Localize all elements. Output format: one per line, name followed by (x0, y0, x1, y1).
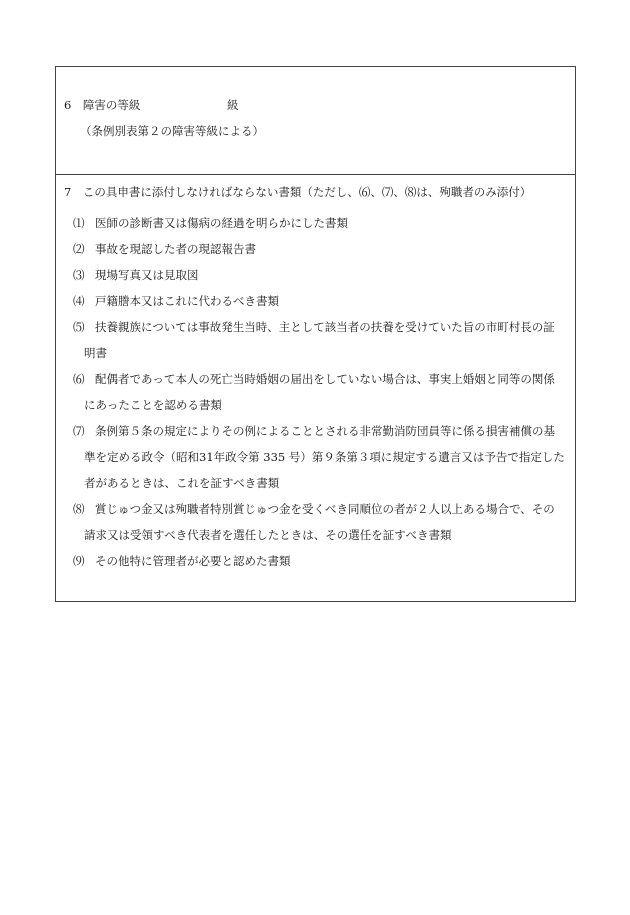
attachment-item-8-continuation: 請求又は受領すべき代表者を選任したときは、その選任を証すべき書類 (84, 528, 452, 542)
item-number: ⑼ (73, 554, 85, 568)
attachment-item-7 (73, 424, 555, 438)
attachment-item-4 (73, 294, 279, 308)
item-text: 事故を現認した者の現認報告書 (95, 242, 256, 256)
item-text: 医師の診断書又は傷病の経過を明らかにした書類 (95, 216, 348, 230)
item-text: 戸籍謄本又はこれに代わるべき書類 (95, 294, 279, 308)
item-text: 現場写真又は見取図 (95, 268, 199, 282)
item-text: その他特に管理者が必要と認めた書類 (95, 554, 291, 568)
item-number: ⑺ (73, 424, 85, 438)
attachment-item-9 (73, 554, 291, 568)
section-attachments (56, 175, 575, 601)
attachment-item-2 (73, 242, 256, 256)
item-number: ⑷ (73, 294, 85, 308)
disability-grade-heading: 6 障害の等級 (64, 98, 141, 112)
attachment-item-6-continuation: にあったことを認める書類 (84, 398, 222, 412)
item-number: ⑹ (73, 372, 85, 386)
item-number: ⑻ (73, 502, 85, 516)
item-number: ⑸ (73, 320, 85, 334)
item-number: ⑶ (73, 268, 85, 282)
attachment-item-7-continuation: 準を定める政令（昭和31年政令第 335 号）第９条第３項に規定する遺言又は予告で指定した (84, 450, 565, 464)
attachment-item-8 (73, 502, 555, 516)
item-text: 扶養親族については事故発生当時、主として該当者の扶養を受けていた旨の市町村長の証 (95, 320, 555, 334)
attachment-item-7-continuation: 者があるときは、これを証すべき書類 (84, 476, 280, 490)
attachment-item-5 (73, 320, 555, 334)
item-number: ⑵ (73, 242, 85, 256)
disability-grade-unit: 級 (227, 98, 239, 112)
item-number: ⑴ (73, 216, 85, 230)
section-disability-grade (56, 67, 575, 175)
item-text: 配偶者であって本人の死亡当時婚姻の届出をしていない場合は、事実上婚姻と同等の関係 (95, 372, 555, 386)
document-table (55, 66, 576, 602)
attachment-item-1 (73, 216, 348, 230)
item-text: 条例第５条の規定によりその例によることとされる非常勤消防団員等に係る損害補償の基 (95, 424, 555, 438)
attachment-item-3 (73, 268, 199, 282)
item-text: 賞じゅつ金又は殉職者特別賞じゅつ金を受くべき同順位の者が２人以上ある場合で、その (95, 502, 555, 516)
attachments-heading: 7 この具申書に添付しなければならない書類（ただし、⑹、⑺、⑻は、殉職者のみ添付） (64, 185, 532, 199)
disability-grade-note: （条例別表第２の障害等級による） (80, 124, 264, 138)
attachment-item-5-continuation: 明書 (84, 346, 107, 360)
attachment-item-6 (73, 372, 555, 386)
